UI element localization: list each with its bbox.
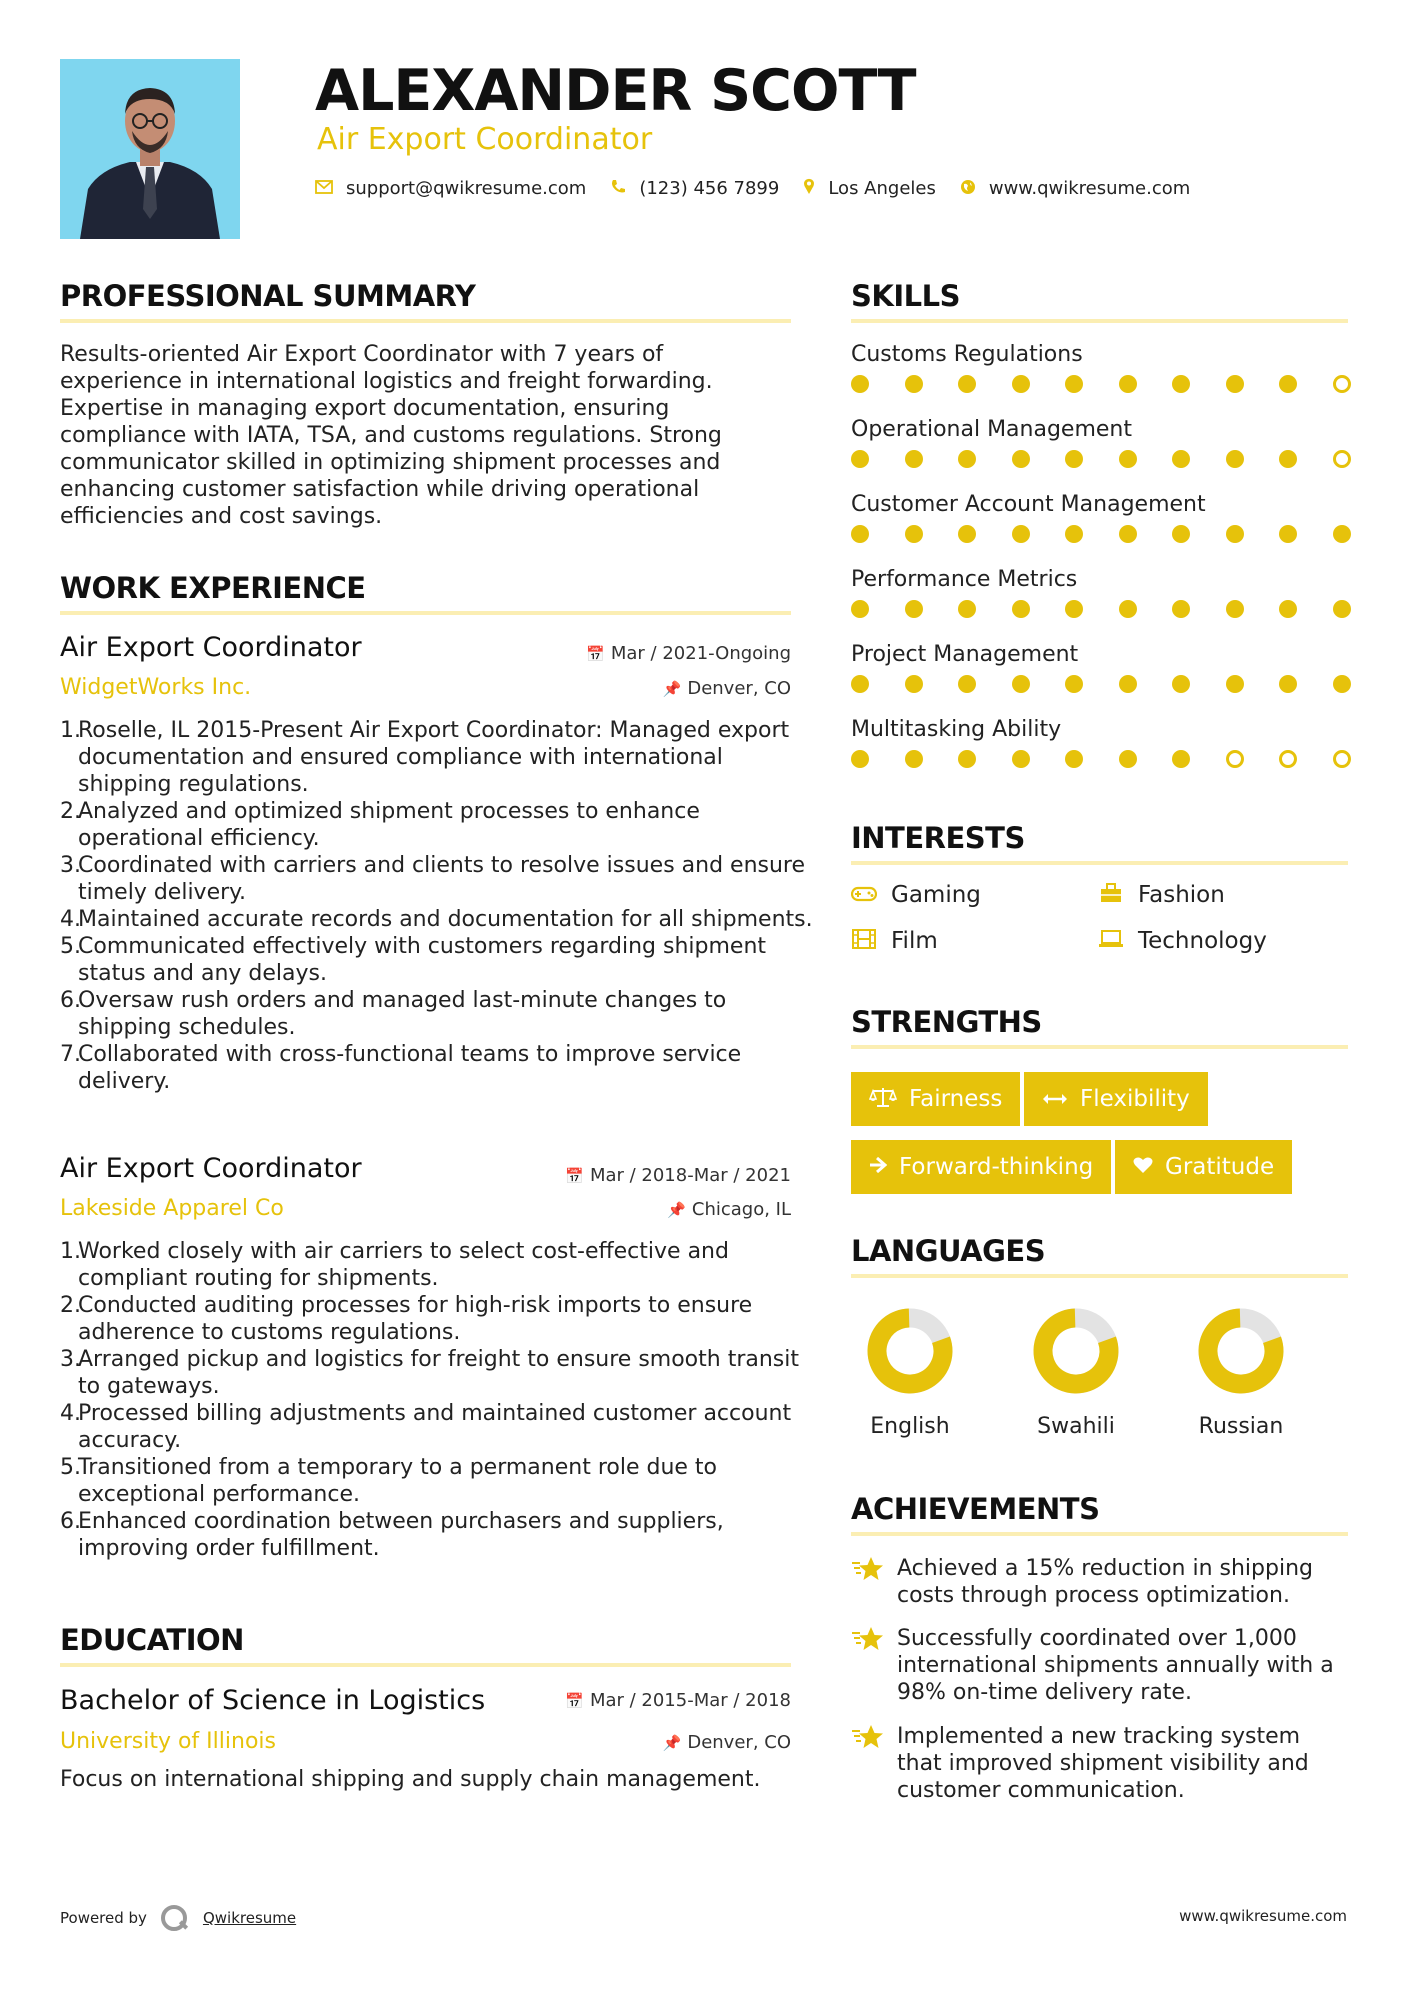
language-item	[1171, 1306, 1311, 1439]
calendar-icon: 📅	[586, 645, 605, 663]
company-name: WidgetWorks Inc.	[60, 675, 252, 700]
interest-label: Technology	[1138, 928, 1267, 954]
contact-phone[interactable]: (123) 456 7899	[639, 178, 780, 199]
languages-list	[840, 1306, 1360, 1446]
laptop-icon	[1098, 929, 1124, 953]
interest-item	[851, 882, 981, 908]
degree-title: Bachelor of Science in Logistics	[60, 1685, 486, 1716]
strength-label: Flexibility	[1080, 1086, 1190, 1112]
school-name: University of Illinois	[60, 1729, 276, 1754]
achievements-divider	[851, 1532, 1348, 1536]
skill-name: Multitasking Ability	[851, 717, 1062, 742]
achievement-text: Achieved a 15% reduction in shipping costs through process optimization.	[897, 1556, 1313, 1608]
rating-dot-filled	[1119, 450, 1137, 468]
language-name: Swahili	[1037, 1414, 1115, 1439]
rating-dot-filled	[958, 750, 976, 768]
job-title: Air Export Coordinator	[60, 632, 362, 663]
rating-dot-empty	[1333, 750, 1351, 768]
thumb-tack-icon: 📌	[662, 680, 682, 698]
achievement-item	[851, 1625, 1351, 1706]
list-item: Collaborated with cross-functional teams to improve service delivery.	[78, 1042, 742, 1094]
skill-rating	[851, 750, 1351, 768]
interest-item	[851, 928, 938, 954]
job-location-text: Denver, CO	[687, 678, 791, 699]
rating-dot-filled	[1012, 525, 1030, 543]
rating-dot-filled	[1279, 525, 1297, 543]
skill-rating	[851, 600, 1351, 618]
star-icon	[851, 1625, 897, 1706]
skills-divider	[851, 319, 1348, 323]
qwikresume-link[interactable]: Qwikresume	[202, 1909, 297, 1927]
skill-name: Customer Account Management	[851, 492, 1206, 517]
achievement-item	[851, 1555, 1351, 1609]
interest-item	[1098, 882, 1225, 908]
rating-dot-filled	[958, 525, 976, 543]
list-item: Communicated effectively with customers regarding shipment status and any delays.	[78, 934, 767, 986]
arrows-h-icon	[1042, 1087, 1068, 1111]
rating-dot-filled	[1065, 450, 1083, 468]
education-description: Focus on international shipping and supply chain management.	[60, 1767, 761, 1792]
job-dates-text: Mar / 2021-Ongoing	[610, 643, 791, 664]
rating-dot-filled	[1226, 375, 1244, 393]
rating-dot-filled	[1226, 600, 1244, 618]
languages-divider	[851, 1274, 1348, 1278]
summary-divider	[60, 319, 791, 323]
footer-website[interactable]: www.qwikresume.com	[1179, 1907, 1347, 1925]
achievement-text: Successfully coordinated over 1,000 international shipments annually with a 98% on-time delivery rate.	[897, 1626, 1334, 1705]
contact-email[interactable]: support@qwikresume.com	[346, 178, 587, 199]
education-dates	[565, 1690, 791, 1711]
rating-dot-filled	[1065, 525, 1083, 543]
skill-name: Performance Metrics	[851, 567, 1078, 592]
skill-rating	[851, 525, 1351, 543]
list-item: Coordinated with carriers and clients to resolve issues and ensure timely delivery.	[78, 853, 806, 905]
rating-dot-filled	[958, 375, 976, 393]
skills-heading: SKILLS	[851, 279, 960, 313]
language-name: Russian	[1198, 1414, 1284, 1439]
qwikresume-logo-icon	[161, 1905, 187, 1931]
strength-label: Gratitude	[1165, 1154, 1275, 1180]
skills-list	[851, 342, 1351, 792]
rating-dot-filled	[851, 450, 869, 468]
footer-branding	[60, 1905, 296, 1931]
rating-dot-empty	[1279, 750, 1297, 768]
rating-dot-filled	[1279, 600, 1297, 618]
rating-dot-filled	[851, 375, 869, 393]
contact-website[interactable]: www.qwikresume.com	[988, 178, 1191, 199]
list-item: Transitioned from a temporary to a permanent role due to exceptional performance.	[78, 1455, 717, 1507]
contact-location: Los Angeles	[828, 178, 936, 199]
list-item: Worked closely with air carriers to select cost-effective and compliant routing for shipments.	[78, 1239, 729, 1291]
language-name: English	[870, 1414, 950, 1439]
rating-dot-filled	[905, 375, 923, 393]
job-responsibilities	[60, 1238, 816, 1562]
list-item: Arranged pickup and logistics for freight to ensure smooth transit to gateways.	[78, 1347, 800, 1399]
skill-item	[851, 492, 1351, 567]
rating-dot-filled	[1226, 525, 1244, 543]
skill-item	[851, 717, 1351, 792]
language-item	[840, 1306, 980, 1439]
rating-dot-filled	[1279, 450, 1297, 468]
list-item: Enhanced coordination between purchasers and suppliers, improving order fulfillment.	[78, 1509, 724, 1561]
job-location	[667, 1199, 791, 1220]
rating-dot-filled	[1119, 675, 1137, 693]
interests-heading: INTERESTS	[851, 821, 1025, 855]
rating-dot-filled	[905, 450, 923, 468]
skill-item	[851, 342, 1351, 417]
film-icon	[851, 929, 877, 954]
language-proficiency-ring	[1006, 1306, 1146, 1396]
job-dates	[565, 1165, 791, 1186]
rating-dot-filled	[1065, 675, 1083, 693]
rating-dot-filled	[1119, 525, 1137, 543]
strength-label: Fairness	[909, 1086, 1003, 1112]
rating-dot-filled	[1333, 600, 1351, 618]
language-item	[1006, 1306, 1146, 1439]
achievement-item	[851, 1723, 1351, 1804]
interest-label: Fashion	[1138, 882, 1225, 908]
rating-dot-filled	[1333, 675, 1351, 693]
profile-photo	[60, 59, 240, 239]
rating-dot-empty	[1226, 750, 1244, 768]
rating-dot-filled	[1012, 750, 1030, 768]
skill-item	[851, 417, 1351, 492]
strength-tag	[851, 1072, 1020, 1126]
education-dates-text: Mar / 2015-Mar / 2018	[589, 1690, 791, 1711]
job-location	[663, 678, 791, 699]
rating-dot-filled	[1279, 375, 1297, 393]
skill-name: Project Management	[851, 642, 1079, 667]
rating-dot-filled	[1065, 750, 1083, 768]
rating-dot-filled	[1012, 450, 1030, 468]
rating-dot-filled	[958, 675, 976, 693]
interest-label: Gaming	[891, 882, 981, 908]
arrow-right-icon	[869, 1155, 887, 1179]
skill-name: Customs Regulations	[851, 342, 1083, 367]
interests-divider	[851, 861, 1348, 865]
candidate-role: Air Export Coordinator	[317, 122, 653, 157]
rating-dot-filled	[1119, 600, 1137, 618]
rating-dot-filled	[1172, 750, 1190, 768]
rating-dot-filled	[1333, 525, 1351, 543]
strengths-divider	[851, 1045, 1348, 1049]
skill-rating	[851, 450, 1351, 468]
briefcase-icon	[1098, 883, 1124, 908]
contact-bar	[315, 178, 1214, 199]
rating-dot-filled	[1119, 375, 1137, 393]
star-icon	[851, 1723, 897, 1804]
rating-dot-filled	[1172, 375, 1190, 393]
rating-dot-filled	[905, 525, 923, 543]
rating-dot-filled	[958, 600, 976, 618]
education-divider	[60, 1663, 791, 1667]
envelope-icon	[315, 179, 333, 198]
rating-dot-filled	[1226, 675, 1244, 693]
language-proficiency-ring	[1171, 1306, 1311, 1396]
rating-dot-filled	[851, 750, 869, 768]
achievements-heading: ACHIEVEMENTS	[851, 1492, 1100, 1526]
rating-dot-filled	[851, 525, 869, 543]
powered-by-label: Powered by	[60, 1909, 147, 1927]
globe-icon	[960, 179, 976, 199]
candidate-name: ALEXANDER SCOTT	[315, 58, 916, 124]
map-marker-icon	[803, 178, 815, 199]
job-location-text: Chicago, IL	[691, 1199, 791, 1220]
strength-label: Forward-thinking	[899, 1154, 1094, 1180]
rating-dot-filled	[851, 600, 869, 618]
rating-dot-filled	[1172, 450, 1190, 468]
rating-dot-filled	[1172, 675, 1190, 693]
list-item: Maintained accurate records and documentation for all shipments.	[78, 907, 813, 932]
languages-heading: LANGUAGES	[851, 1234, 1046, 1268]
rating-dot-filled	[905, 675, 923, 693]
star-icon	[851, 1555, 897, 1609]
skill-rating	[851, 375, 1351, 393]
rating-dot-filled	[1119, 750, 1137, 768]
rating-dot-filled	[1172, 600, 1190, 618]
job-dates	[586, 643, 791, 664]
calendar-icon: 📅	[565, 1167, 584, 1185]
rating-dot-filled	[1172, 525, 1190, 543]
skill-rating	[851, 675, 1351, 693]
skill-item	[851, 642, 1351, 717]
calendar-icon: 📅	[565, 1692, 584, 1710]
strength-tag	[1115, 1140, 1292, 1194]
thumb-tack-icon: 📌	[667, 1201, 686, 1219]
skill-item	[851, 567, 1351, 642]
rating-dot-filled	[905, 750, 923, 768]
rating-dot-empty	[1333, 450, 1351, 468]
rating-dot-filled	[1065, 600, 1083, 618]
thumb-tack-icon: 📌	[662, 1734, 682, 1752]
job-dates-text: Mar / 2018-Mar / 2021	[589, 1165, 791, 1186]
rating-dot-filled	[851, 675, 869, 693]
rating-dot-filled	[1065, 375, 1083, 393]
phone-icon	[610, 179, 626, 199]
balance-scale-icon	[869, 1086, 897, 1113]
strength-tag	[851, 1140, 1111, 1194]
strengths-heading: STRENGTHS	[851, 1005, 1042, 1039]
education-location	[663, 1732, 791, 1753]
job-responsibilities	[60, 717, 816, 1095]
rating-dot-filled	[905, 600, 923, 618]
rating-dot-filled	[1012, 375, 1030, 393]
list-item: Analyzed and optimized shipment processes to enhance operational efficiency.	[78, 799, 700, 851]
education-location-text: Denver, CO	[687, 1732, 791, 1753]
education-heading: EDUCATION	[60, 1623, 244, 1657]
achievement-text: Implemented a new tracking system that improved shipment visibility and customer communication.	[897, 1724, 1309, 1803]
company-name: Lakeside Apparel Co	[60, 1196, 284, 1221]
rating-dot-empty	[1333, 375, 1351, 393]
list-item: Oversaw rush orders and managed last-minute changes to shipping schedules.	[78, 988, 727, 1040]
list-item: Conducted auditing processes for high-risk imports to ensure adherence to customs regulations.	[78, 1293, 753, 1345]
rating-dot-filled	[1279, 675, 1297, 693]
interest-label: Film	[891, 928, 938, 954]
interest-item	[1098, 928, 1267, 954]
list-item: Roselle, IL 2015-Present Air Export Coordinator: Managed export documentation and ensured compliance with international shipping regulations.	[78, 718, 790, 797]
summary-text: Results-oriented Air Export Coordinator with 7 years of experience in international logistics and freight forwarding. Expertise in managing export documentation, ensuring compliance with IATA, TSA, and customs regulations. Strong communicator skilled in optimizing shipment processes and enhancing customer satisfaction while driving operational efficiencies and cost savings.	[60, 342, 722, 529]
rating-dot-filled	[1012, 675, 1030, 693]
experience-divider	[60, 611, 791, 615]
summary-heading: PROFESSIONAL SUMMARY	[60, 279, 476, 313]
list-item: Processed billing adjustments and maintained customer account accuracy.	[78, 1401, 792, 1453]
heart-icon	[1133, 1155, 1153, 1179]
gamepad-icon	[851, 883, 877, 907]
experience-heading: WORK EXPERIENCE	[60, 571, 366, 605]
job-title: Air Export Coordinator	[60, 1153, 362, 1184]
language-proficiency-ring	[840, 1306, 980, 1396]
rating-dot-filled	[1226, 450, 1244, 468]
skill-name: Operational Management	[851, 417, 1132, 442]
rating-dot-filled	[1012, 600, 1030, 618]
strength-tag	[1024, 1072, 1208, 1126]
rating-dot-filled	[958, 450, 976, 468]
